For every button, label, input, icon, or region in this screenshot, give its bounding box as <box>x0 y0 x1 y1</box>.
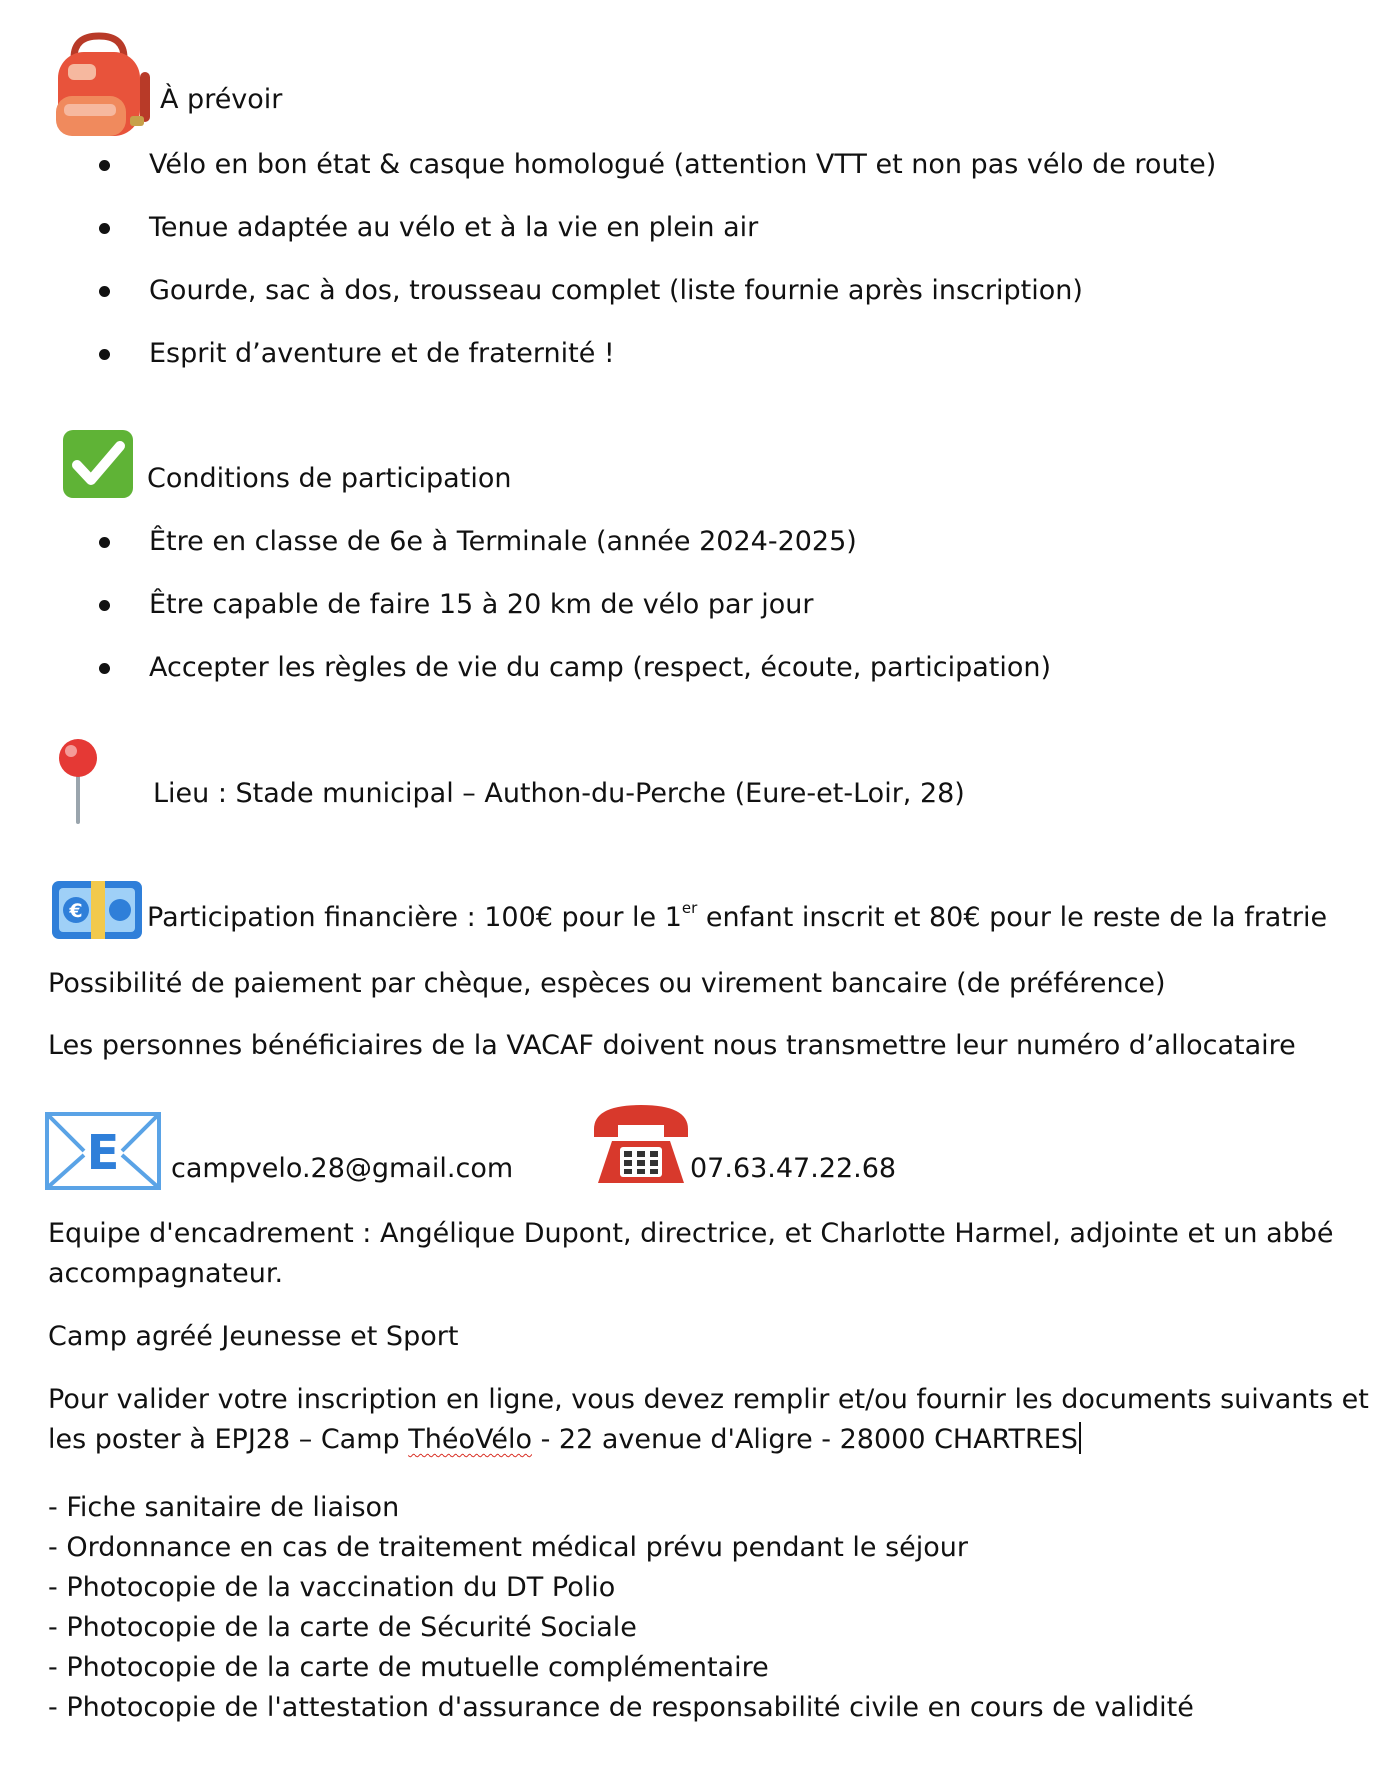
list-item <box>95 334 1216 397</box>
list-item-text: Tenue adaptée au vélo et à la vie en plein air <box>149 212 759 243</box>
svg-text:E: E <box>86 1125 120 1181</box>
svg-text:€: € <box>69 900 83 922</box>
inscription-line <box>48 1420 1348 1460</box>
list-item <box>95 145 1216 208</box>
text-cursor <box>1079 1422 1081 1454</box>
list-item <box>95 208 1216 271</box>
participation-text-part: Participation financière : 100€ pour le 1 <box>147 902 682 933</box>
bullet-icon <box>99 223 110 234</box>
document-item: - Photocopie de l'attestation d'assurance de responsabilité civile en cours de validité <box>48 1692 1194 1723</box>
inscription-line: Pour valider votre inscription en ligne, vous devez remplir et/ou fournir les documents suivants et <box>48 1384 1369 1415</box>
list-item-text: Esprit d’aventure et de fraternité ! <box>149 338 615 369</box>
participation-text <box>147 899 1328 933</box>
round-pushpin-icon <box>56 738 100 824</box>
documents-list <box>48 1488 1194 1728</box>
document-item: - Photocopie de la carte de Sécurité Sociale <box>48 1612 637 1643</box>
participation-text-part: enfant inscrit et 80€ pour le reste de la fratrie <box>697 902 1328 933</box>
bullet-icon <box>99 600 110 611</box>
payment-text: Possibilité de paiement par chèque, espèces ou virement bancaire (de préférence) <box>48 968 1166 999</box>
vacaf-text: Les personnes bénéficiaires de la VACAF doivent nous transmettre leur numéro d’allocataire <box>48 1030 1296 1061</box>
phone-number[interactable]: 07.63.47.22.68 <box>690 1153 897 1184</box>
bullet-icon <box>99 663 110 674</box>
ordinal-superscript: er <box>681 899 698 917</box>
document-item: - Ordonnance en cas de traitement médical prévu pendant le séjour <box>48 1532 968 1563</box>
list-item-text: Accepter les règles de vie du camp (respect, écoute, participation) <box>149 652 1052 683</box>
bullet-icon <box>99 537 110 548</box>
list-item <box>95 522 1051 585</box>
list-item <box>95 648 1051 711</box>
inscription-line-part: - 22 avenue d'Aligre - 28000 CHARTRES <box>532 1424 1078 1455</box>
document-item: - Fiche sanitaire de liaison <box>48 1492 400 1523</box>
backpack-icon <box>44 30 154 140</box>
encadrement-text <box>48 1214 1348 1294</box>
document-item: - Photocopie de la vaccination du DT Polio <box>48 1572 616 1603</box>
encadrement-line: accompagnateur. <box>48 1258 284 1289</box>
encadrement-line: Equipe d'encadrement : Angélique Dupont, directrice, et Charlotte Harmel, adjointe et un abbé <box>48 1218 1334 1249</box>
list-item <box>95 271 1216 334</box>
list-item <box>95 585 1051 648</box>
e-mail-icon <box>44 1111 162 1191</box>
bullet-icon <box>99 349 110 360</box>
agrement-text: Camp agréé Jeunesse et Sport <box>48 1321 459 1352</box>
inscription-text <box>48 1380 1369 1460</box>
email-address[interactable]: campvelo.28@gmail.com <box>171 1153 514 1184</box>
inscription-line-part: les poster à EPJ28 – Camp <box>48 1424 409 1455</box>
bullet-icon <box>99 160 110 171</box>
spellcheck-flagged-word[interactable]: ThéoVélo <box>408 1424 532 1455</box>
bullet-icon <box>99 286 110 297</box>
list-item-text: Être capable de faire 15 à 20 km de vélo par jour <box>149 589 814 620</box>
prevoir-title: À prévoir <box>160 84 283 115</box>
prevoir-list <box>95 145 1216 397</box>
list-item-text: Vélo en bon état & casque homologué (attention VTT et non pas vélo de route) <box>149 149 1217 180</box>
list-item-text: Être en classe de 6e à Terminale (année 2024-2025) <box>149 526 857 557</box>
document-item: - Photocopie de la carte de mutuelle complémentaire <box>48 1652 769 1683</box>
lieu-text: Lieu : Stade municipal – Authon-du-Perche (Eure-et-Loir, 28) <box>153 778 965 809</box>
telephone-icon <box>590 1101 692 1187</box>
euro-banknote-icon <box>50 879 144 941</box>
check-mark-button-icon <box>61 428 135 500</box>
list-item-text: Gourde, sac à dos, trousseau complet (liste fournie après inscription) <box>149 275 1083 306</box>
conditions-list <box>95 522 1051 711</box>
conditions-title: Conditions de participation <box>147 463 512 494</box>
